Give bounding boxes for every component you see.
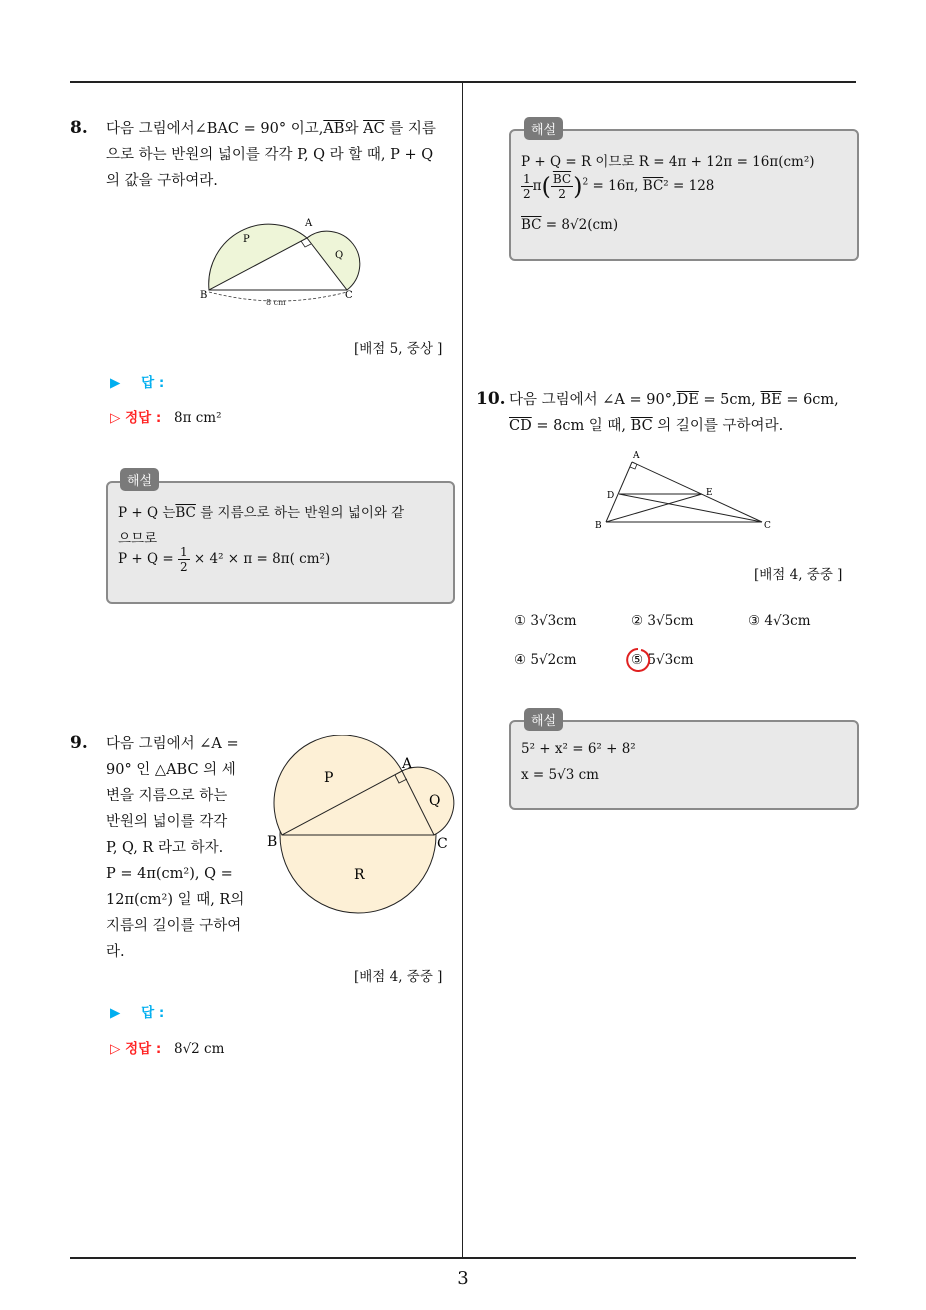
q9-question-line: 90° 인 △ABC 의 세 [106, 762, 236, 778]
q10-label-d: D [607, 491, 615, 501]
answer-arrow-icon: ▶ [110, 1005, 121, 1021]
q8-label-p: P [243, 234, 250, 245]
q8-correct-row: ▷ 정답 : 8π cm² [110, 410, 222, 426]
q9-number: 9. [70, 733, 88, 753]
q10-explanation-box [509, 720, 859, 810]
q8-explanation-line2: 으므로 [118, 531, 158, 547]
q9-label-p: P [324, 770, 334, 786]
q8-correct-value: 8π cm² [173, 410, 222, 426]
q9-explanation-line1: P + Q = R 이므로 R = 4π + 12π = 16π(cm²) [521, 154, 815, 170]
q9-question-line: 12π(cm²) 일 때, R의 [106, 892, 245, 908]
q9-question-line: 반원의 넓이를 각각 [106, 814, 228, 830]
q8-score: [배점 5, 중상 ] [354, 341, 443, 357]
q10-label-a: A [633, 451, 640, 461]
bottom-rule [70, 1257, 856, 1259]
q9-label-q: Q [429, 793, 441, 809]
q10-explanation-tag: 해설 [524, 708, 563, 731]
q8-answer-row: ▶ 답 : [110, 375, 165, 391]
q10-label-c: C [764, 521, 771, 531]
correct-arrow-icon: ▷ [110, 410, 121, 426]
q10-choice-4[interactable]: ④ 5√2cm [514, 652, 577, 668]
q8-figure [195, 198, 375, 310]
q9-question-line: 지름의 길이를 구하여 [106, 918, 242, 934]
answer-arrow-icon: ▶ [110, 375, 121, 391]
q9-answer-row: ▶ 답 : [110, 1005, 165, 1021]
q9-explanation-tag: 해설 [524, 117, 563, 140]
q9-score: [배점 4, 중중 ] [354, 969, 443, 985]
q9-figure [262, 735, 462, 917]
q8-explanation-line1: P + Q 는$\overline{BC}$ 를 지름으로 하는 반원의 넓이와 같 [118, 505, 405, 521]
q10-figure [592, 448, 782, 536]
q10-number: 10. [476, 389, 506, 409]
q9-correct-value: 8√2 cm [173, 1041, 225, 1057]
q9-label-c: C [437, 836, 448, 852]
q9-label-r: R [354, 867, 365, 883]
q9-correct-row: ▷ 정답 : 8√2 cm [110, 1041, 225, 1057]
q10-choice-1[interactable]: ① 3√3cm [514, 613, 577, 629]
q10-explanation-line1: 5² + x² = 6² + 8² [521, 741, 636, 757]
top-rule [70, 81, 856, 83]
page-number: 3 [457, 1268, 469, 1289]
q8-label-q: Q [335, 250, 344, 261]
q9-question-line: P = 4π(cm²), Q = [106, 866, 233, 882]
correct-choice-circle-icon [624, 646, 652, 674]
q8-explanation-tag: 해설 [120, 468, 159, 491]
q10-label-b: B [595, 521, 602, 531]
q9-label-b: B [267, 834, 278, 850]
q9-question-line: P, Q, R 라고 하자. [106, 840, 224, 856]
q9-question-line: 변을 지름으로 하는 [106, 788, 228, 804]
q9-question-line: 라. [106, 944, 125, 960]
correct-arrow-icon: ▷ [110, 1041, 121, 1057]
q10-choice-3[interactable]: ③ 4√3cm [748, 613, 811, 629]
q10-label-e: E [706, 488, 713, 498]
q9-question-line: 다음 그림에서 ∠A = [106, 736, 239, 752]
q9-question [106, 731, 256, 965]
q8-explanation-box [106, 481, 455, 604]
q10-choice-2[interactable]: ② 3√5cm [631, 613, 694, 629]
q8-number: 8. [70, 118, 88, 138]
column-divider [462, 82, 463, 1258]
q8-label-c: C [345, 290, 353, 301]
q8-explanation-line3: P + Q = $\frac{1}{2}$ × 4² × π = 8π( cm²) [118, 545, 331, 574]
q8-question: 다음 그림에서∠BAC = 90° 이고$,\overline{AB}$와 $\overline{AC}$ 를 지름 으로 하는 반원의 넓이를 각각 P, Q 라 할 때, P + Q 의 값을 구하여라. [106, 121, 436, 189]
q10-explanation-line2: x = 5√3 cm [521, 767, 599, 783]
q8-label-a: A [305, 218, 313, 229]
q10-score: [배점 4, 중중 ] [754, 567, 843, 583]
q8-label-b: B [200, 290, 208, 301]
q8-length-label: 8 cm [266, 298, 286, 307]
q9-explanation-line2: $\frac{1}{2}$ π( $\frac{\overline{BC}}{2}$ )$^2$ = 16π, $\overline{BC}^2 = 128$ [523, 172, 715, 201]
q10-question: 다음 그림에서 ∠A = $90^\circ,\overline{DE} = 5cm$, $\overline{BE} = 6cm$, $\overline{CD} = 8cm$ 일 때, $\overline{BC}$ 의 길이를 구하여라. [509, 392, 839, 434]
q10-choice-5[interactable]: ⑤ 5√3cm [631, 652, 694, 668]
q9-explanation-line3: $\overline{BC} = 8√2(cm)$ [521, 217, 619, 233]
q9-label-a: A [402, 756, 413, 772]
